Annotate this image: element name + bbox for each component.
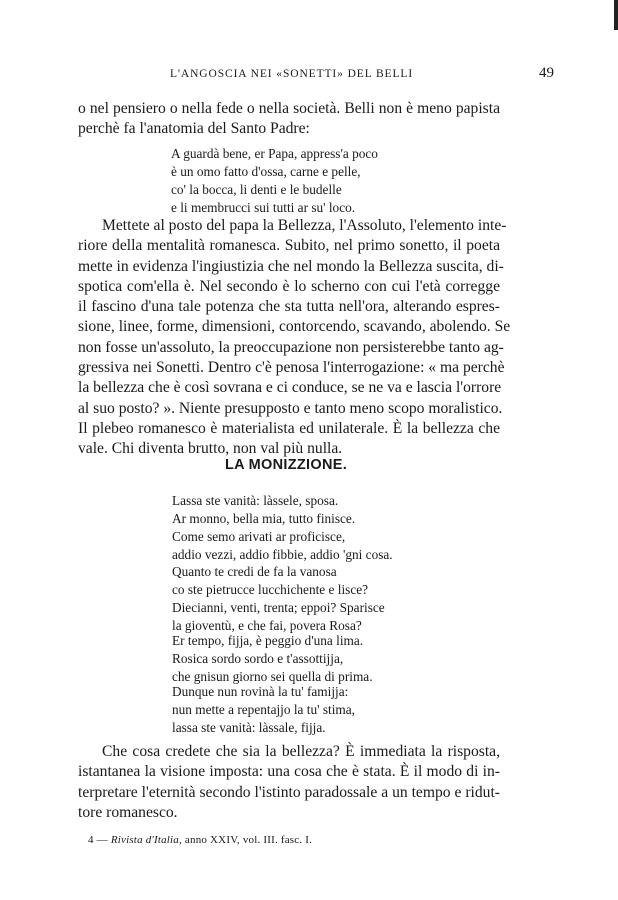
signature-mark: 4 — bbox=[88, 834, 108, 846]
verse-line: nun mette a repentajjo la tu' stima, bbox=[172, 701, 355, 717]
sonnet-stanza bbox=[172, 492, 393, 564]
text-line: spotica com'ella è. Nel secondo è lo scherno con cui l'età corregge bbox=[78, 277, 500, 295]
verse-line: lassa ste vanità: làssale, fijja. bbox=[172, 719, 326, 735]
text-line: mette in evidenza l'ingiustizia che nel mondo la Bellezza suscita, di- bbox=[78, 257, 504, 275]
sonnet-quotation bbox=[171, 145, 378, 217]
paragraph bbox=[78, 742, 500, 823]
text-line: riore della mentalità romanesca. Subito, nel primo sonetto, il poeta bbox=[78, 237, 500, 255]
journal-name: Rivista d'Italia, bbox=[110, 834, 182, 846]
sonnet-stanza bbox=[172, 683, 355, 737]
sonnet-title: LA MONIZZIONE. bbox=[224, 457, 348, 473]
page-number: 49 bbox=[539, 65, 554, 81]
running-title: L'ANGOSCIA NEI «SONETTI» DEL BELLI bbox=[170, 68, 414, 80]
verse-line: la gioventù, e che fai, povera Rosa? bbox=[172, 617, 362, 633]
text-line: gressiva nei Sonetti. Dentro c'è penosa l'interrogazione: « ma perchè bbox=[78, 359, 505, 377]
verse-line: Quanto te credi de fa la vanosa bbox=[172, 564, 337, 579]
verse-line: Lassa ste vanità: làssele, sposa. bbox=[172, 493, 339, 508]
text-line: sione, linee, forme, dimensioni, contorcendo, scavando, abolendo. Se bbox=[78, 318, 511, 336]
signature-footer bbox=[88, 834, 312, 846]
journal-details: anno XXIV, vol. III. fasc. I. bbox=[184, 834, 313, 846]
verse-line: Er tempo, fijja, è peggio d'una lima. bbox=[172, 633, 364, 648]
text-line: la bellezza che è così sovrana e ci conduce, se ne va e lascia l'orrore bbox=[78, 379, 502, 397]
text-line: il fascino d'una tale potenza che sta tutta nell'ora, alterando espres- bbox=[78, 298, 500, 316]
verse-line: Dunque nun rovinà la tu' famijja: bbox=[172, 684, 349, 699]
running-head bbox=[80, 65, 554, 88]
text-line: vale. Chi diventa brutto, non val più nulla. bbox=[78, 440, 343, 458]
text-line: Mettete al posto del papa la Bellezza, l'Assoluto, l'elemento inte- bbox=[102, 217, 507, 234]
verse-line: Rosica sordo sordo e t'assottijja, bbox=[172, 650, 344, 666]
text-line: istantanea la visione imposta: una cosa che è stata. È il modo di in- bbox=[78, 763, 500, 781]
text-line: tore romanesco. bbox=[78, 803, 178, 821]
sonnet-stanza bbox=[172, 632, 373, 686]
text-line: terpretare l'eternità secondo l'istinto paradossale a un tempo e ridut- bbox=[78, 783, 500, 801]
text-line: perchè fa l'anatomia del Santo Padre: bbox=[78, 120, 310, 138]
verse-line: co ste pietrucce lucchichente e lisce? bbox=[172, 581, 369, 597]
text-line: Il plebeo romanesco è materialista ed unilaterale. È la bellezza che bbox=[78, 419, 500, 437]
verse-line: co' la bocca, li denti e le budelle bbox=[171, 181, 342, 197]
text-line: non fosse un'assoluto, la preoccupazione non persisterebbe tanto ag- bbox=[78, 338, 504, 356]
verse-line: che gnisun giorno sei quella di prima. bbox=[172, 668, 373, 684]
verse-line: addio vezzi, addio fibbie, addio 'gni cosa. bbox=[172, 546, 393, 562]
text-line: o nel pensiero o nella fede o nella società. Belli non è meno papista bbox=[78, 100, 500, 117]
verse-line: A guardà bene, er Papa, appress'a poco bbox=[171, 146, 378, 161]
verse-line: Come semo arivati ar proficisce, bbox=[172, 528, 346, 544]
page-edge-mark bbox=[614, 0, 618, 30]
sonnet-stanza bbox=[172, 563, 385, 635]
verse-line: e li membrucci sui tutti ar su' loco. bbox=[171, 199, 356, 215]
paragraph bbox=[78, 216, 511, 460]
text-line: al suo posto? ». Niente presupposto e tanto meno scopo moralistico. bbox=[78, 399, 503, 417]
verse-line: è un omo fatto d'ossa, carne e pelle, bbox=[171, 163, 361, 179]
text-line: Che cosa credete che sia la bellezza? È immediata la risposta, bbox=[102, 743, 500, 760]
verse-line: Ar monno, bella mia, tutto finisce. bbox=[172, 510, 356, 526]
paragraph bbox=[78, 99, 500, 140]
verse-line: Diecianni, venti, trenta; eppoi? Sparisce bbox=[172, 599, 385, 615]
